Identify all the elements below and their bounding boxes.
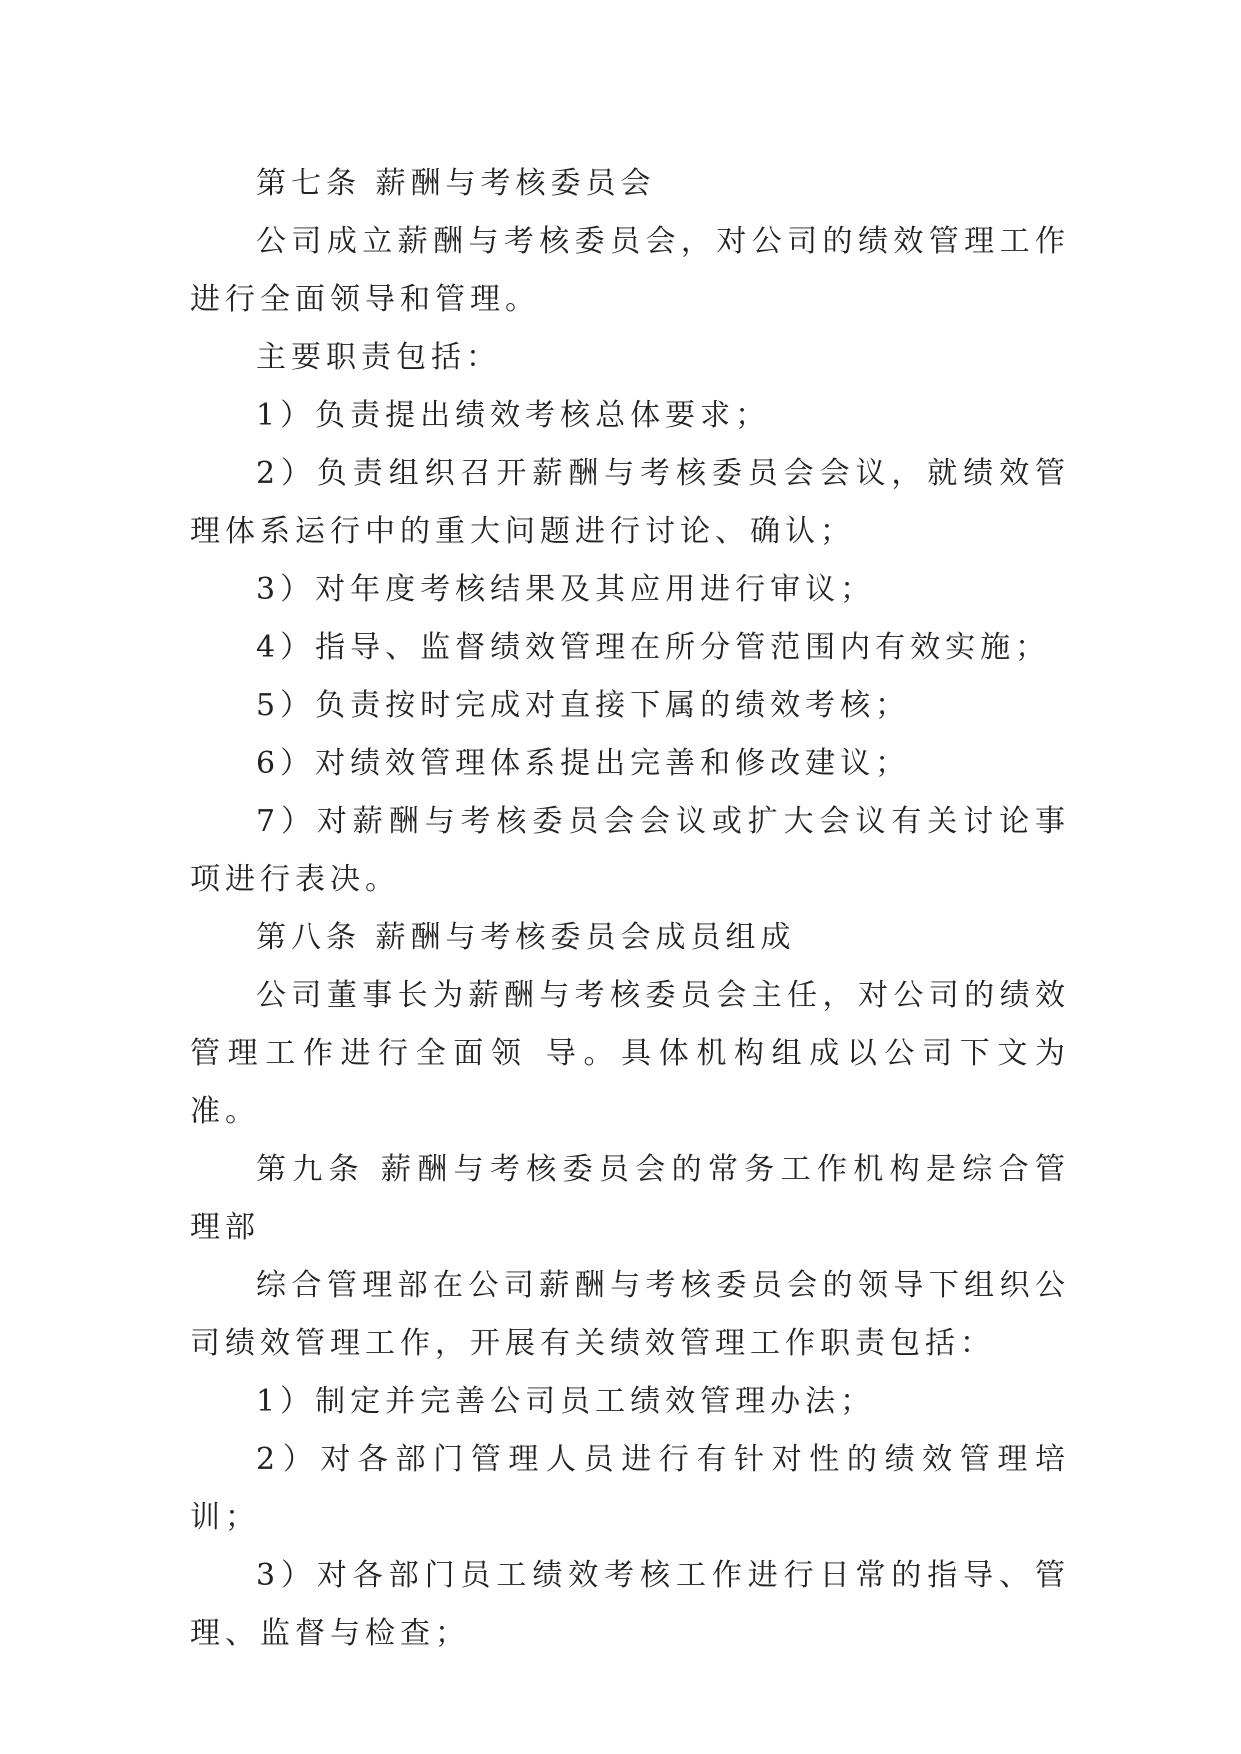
paragraph: 公司成立薪酬与考核委员会，对公司的绩效管理工作进行全面领导和管理。 — [190, 224, 1070, 317]
document-body — [190, 155, 1070, 1663]
list-item: 3）对各部门员工绩效考核工作进行日常的指导、管理、监督与检查； — [190, 1558, 1070, 1651]
list-item: 1）负责提出绩效考核总体要求； — [256, 398, 771, 433]
article-8-heading: 第八条 薪酬与考核委员会成员组成 — [256, 920, 796, 955]
paragraph: 主要职责包括： — [256, 340, 501, 375]
paragraph: 公司董事长为薪酬与考核委员会主任，对公司的绩效管理工作进行全面领 导。具体机构组成以公司下文为准。 — [190, 978, 1070, 1129]
list-item: 2）负责组织召开薪酬与考核委员会会议，就绩效管理体系运行中的重大问题进行讨论、确认； — [190, 456, 1070, 549]
list-item: 1）制定并完善公司员工绩效管理办法； — [256, 1384, 876, 1419]
article-7-heading: 第七条 薪酬与考核委员会 — [256, 166, 656, 201]
list-item: 3）对年度考核结果及其应用进行审议； — [256, 572, 876, 607]
list-item: 4）指导、监督绩效管理在所分管范围内有效实施； — [256, 630, 1051, 665]
paragraph: 综合管理部在公司薪酬与考核委员会的领导下组织公司绩效管理工作，开展有关绩效管理工作职责包括： — [190, 1268, 1070, 1361]
list-item: 5）负责按时完成对直接下属的绩效考核； — [256, 688, 911, 723]
list-item: 6）对绩效管理体系提出完善和修改建议； — [256, 746, 911, 781]
list-item: 7）对薪酬与考核委员会会议或扩大会议有关讨论事项进行表决。 — [190, 804, 1070, 897]
list-item: 2）对各部门管理人员进行有针对性的绩效管理培训； — [190, 1442, 1070, 1535]
article-9-heading: 第九条 薪酬与考核委员会的常务工作机构是综合管理部 — [190, 1152, 1070, 1245]
